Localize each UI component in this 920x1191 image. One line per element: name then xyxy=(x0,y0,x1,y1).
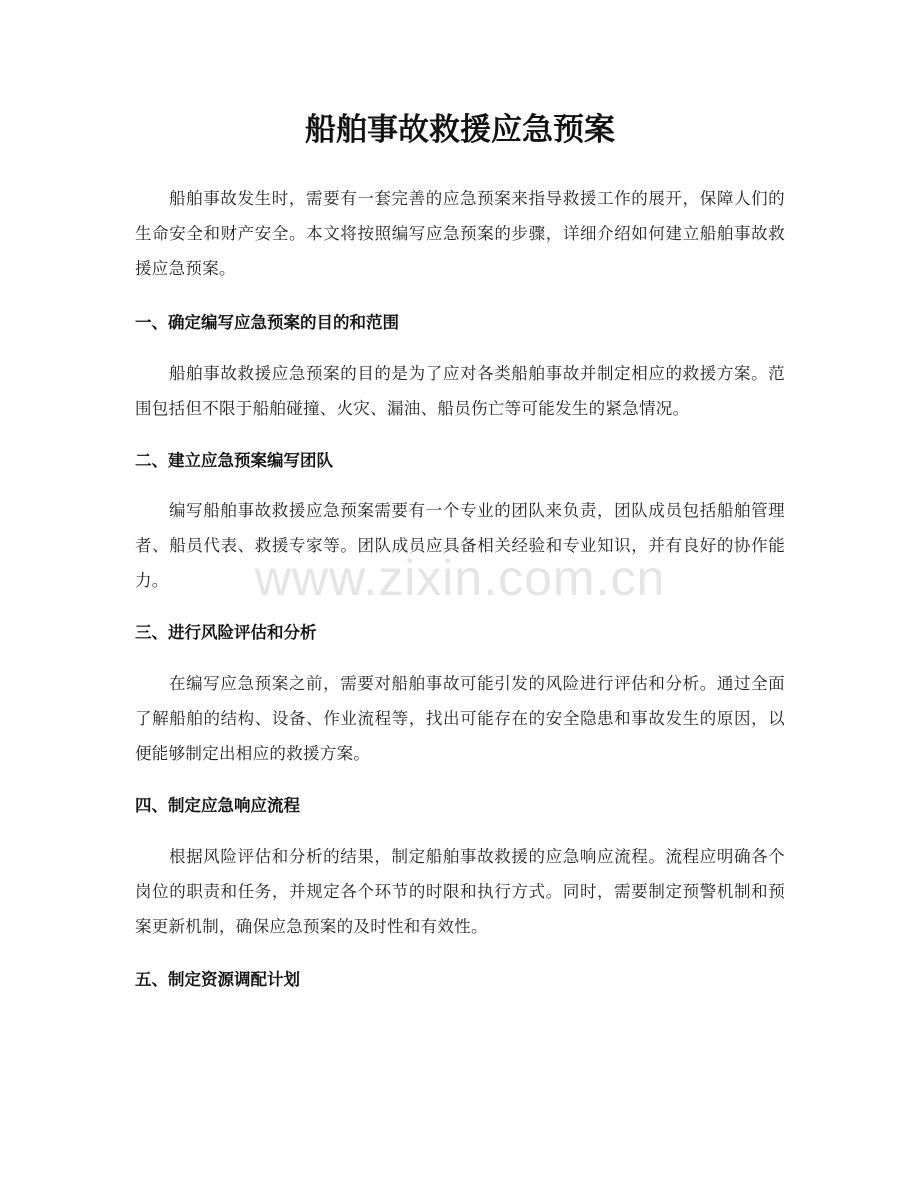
section-1-paragraph: 船舶事故救援应急预案的目的是为了应对各类船舶事故并制定相应的救援方案。范围包括但不限于船舶碰撞、火灾、漏油、船员伤亡等可能发生的紧急情况。 xyxy=(135,364,785,418)
intro-paragraph: 船舶事故发生时，需要有一套完善的应急预案来指导救援工作的展开，保障人们的生命安全和财产安全。本文将按照编写应急预案的步骤，详细介绍如何建立船舶事故救援应急预案。 xyxy=(135,189,785,278)
watermark: www.zixin.com.cn xyxy=(254,550,666,606)
section-2-heading: 二、建立应急预案编写团队 xyxy=(135,451,333,470)
section-5-heading: 五、制定资源调配计划 xyxy=(135,970,300,989)
section-4-paragraph: 根据风险评估和分析的结果，制定船舶事故救援的应急响应流程。流程应明确各个岗位的职责和任务，并规定各个环节的时限和执行方式。同时，需要制定预警机制和预案更新机制，确保应急预案的及时性和有效性。 xyxy=(135,847,785,936)
section-3-heading: 三、进行风险评估和分析 xyxy=(135,623,317,642)
document-title: 船舶事故救援应急预案 xyxy=(305,112,615,148)
section-4-heading: 四、制定应急响应流程 xyxy=(135,796,300,815)
section-3-paragraph: 在编写应急预案之前，需要对船舶事故可能引发的风险进行评估和分析。通过全面了解船舶的结构、设备、作业流程等，找出可能存在的安全隐患和事故发生的原因，以便能够制定出相应的救援方案。 xyxy=(135,674,785,763)
section-1-heading: 一、确定编写应急预案的目的和范围 xyxy=(135,313,399,332)
section-2-paragraph: 编写船舶事故救援应急预案需要有一个专业的团队来负责，团队成员包括船舶管理者、船员代表、救援专家等。团队成员应具备相关经验和专业知识，并有良好的协作能力。 xyxy=(135,501,785,590)
